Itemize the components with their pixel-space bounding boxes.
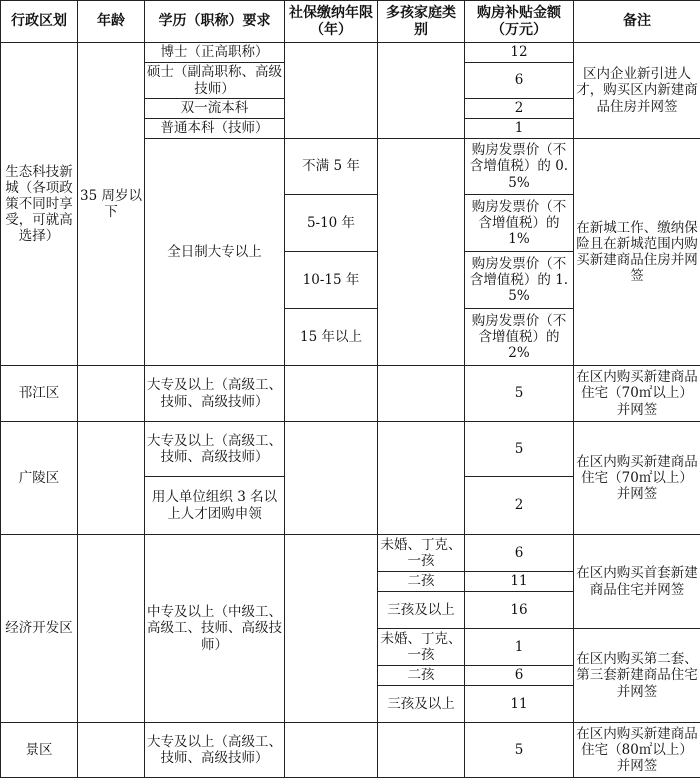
amount-cell: 16	[465, 592, 574, 629]
remark-cell: 在区内购买新建商品住宅（80㎡以上）并网签	[574, 723, 700, 778]
social-years-cell: 5-10 年	[285, 195, 378, 252]
district-cell: 邗江区	[1, 366, 78, 422]
amount-cell: 购房发票价（不含增值税）的 1%	[465, 195, 574, 252]
social-years-cell	[285, 43, 378, 139]
table-row	[1, 422, 700, 477]
remark-cell: 在区内购买第二套、第三套新建商品住宅并网签	[574, 629, 700, 723]
header-amount: 购房补贴金额（万元）	[465, 1, 574, 43]
education-cell: 双一流本科	[145, 99, 285, 119]
header-multi-child: 多孩家庭类别	[378, 1, 465, 43]
header-education: 学历（职称）要求	[145, 1, 285, 43]
amount-cell: 11	[465, 686, 574, 723]
remark-cell: 在区内购买新建商品住宅（70㎡以上）并网签	[574, 366, 700, 422]
age-cell	[78, 366, 145, 422]
multi-child-cell: 未婚、丁克、一孩	[378, 629, 465, 666]
table-row	[1, 535, 700, 572]
education-cell: 大专及以上（高级工、技师、高级技师）	[145, 422, 285, 477]
multi-child-cell: 三孩及以上	[378, 686, 465, 723]
table-row	[1, 43, 700, 63]
remark-cell: 在新城工作、缴纳保险且在新城范围内购买新建商品住房并网签	[574, 139, 700, 366]
header-district: 行政区划	[1, 1, 78, 43]
amount-cell: 6	[465, 666, 574, 686]
remark-cell: 区内企业新引进人才，购买区内新建商品住房并网签	[574, 43, 700, 139]
amount-cell: 11	[465, 572, 574, 592]
social-years-cell: 不满 5 年	[285, 139, 378, 195]
multi-child-cell	[378, 422, 465, 535]
amount-cell: 购房发票价（不含增值税）的 1.5%	[465, 252, 574, 309]
amount-cell: 2	[465, 99, 574, 119]
amount-cell: 5	[465, 366, 574, 422]
social-years-cell	[285, 422, 378, 535]
social-years-cell	[285, 366, 378, 422]
social-years-cell	[285, 535, 378, 723]
education-cell: 用人单位组织 3 名以上人才团购申领	[145, 477, 285, 535]
social-years-cell	[285, 723, 378, 778]
amount-cell: 购房发票价（不含增值税）的 0.5%	[465, 139, 574, 195]
multi-child-cell	[378, 139, 465, 366]
amount-cell: 5	[465, 422, 574, 477]
table-row	[1, 723, 700, 778]
table-row	[1, 366, 700, 422]
amount-cell: 1	[465, 629, 574, 666]
header-age: 年龄	[78, 1, 145, 43]
amount-cell: 6	[465, 63, 574, 99]
remark-cell: 在区内购买首套新建商品住宅并网签	[574, 535, 700, 629]
amount-cell: 5	[465, 723, 574, 778]
social-years-cell: 10-15 年	[285, 252, 378, 309]
multi-child-cell: 三孩及以上	[378, 592, 465, 629]
header-row	[1, 1, 700, 43]
district-cell: 景区	[1, 723, 78, 778]
amount-cell: 12	[465, 43, 574, 63]
education-cell: 大专及以上（高级工、技师、高级技师）	[145, 366, 285, 422]
age-cell: 35 周岁以下	[78, 43, 145, 366]
multi-child-cell: 二孩	[378, 666, 465, 686]
multi-child-cell	[378, 723, 465, 778]
multi-child-cell	[378, 366, 465, 422]
age-cell	[78, 422, 145, 535]
education-cell: 大专及以上（高级工、技师、高级技师）	[145, 723, 285, 778]
multi-child-cell: 二孩	[378, 572, 465, 592]
amount-cell: 2	[465, 477, 574, 535]
education-cell: 中专及以上（中级工、高级工、技师、高级技师）	[145, 535, 285, 723]
header-remark: 备注	[574, 1, 700, 43]
age-cell	[78, 723, 145, 778]
amount-cell: 1	[465, 119, 574, 139]
remark-cell: 在区内购买新建商品住宅（70㎡以上）并网签	[574, 422, 700, 535]
district-cell: 广陵区	[1, 422, 78, 535]
amount-cell: 购房发票价（不含增值税）的 2%	[465, 309, 574, 366]
education-cell: 普通本科（技师）	[145, 119, 285, 139]
multi-child-cell	[378, 43, 465, 139]
education-cell: 博士（正高职称）	[145, 43, 285, 63]
district-cell: 生态科技新城（各项政策不同时享受，可就高选择）	[1, 43, 78, 366]
age-cell	[78, 535, 145, 723]
district-cell: 经济开发区	[1, 535, 78, 723]
education-cell: 全日制大专以上	[145, 139, 285, 366]
header-social-years: 社保缴纳年限（年）	[285, 1, 378, 43]
education-cell: 硕士（副高职称、高级技师）	[145, 63, 285, 99]
amount-cell: 6	[465, 535, 574, 572]
multi-child-cell: 未婚、丁克、一孩	[378, 535, 465, 572]
social-years-cell: 15 年以上	[285, 309, 378, 366]
